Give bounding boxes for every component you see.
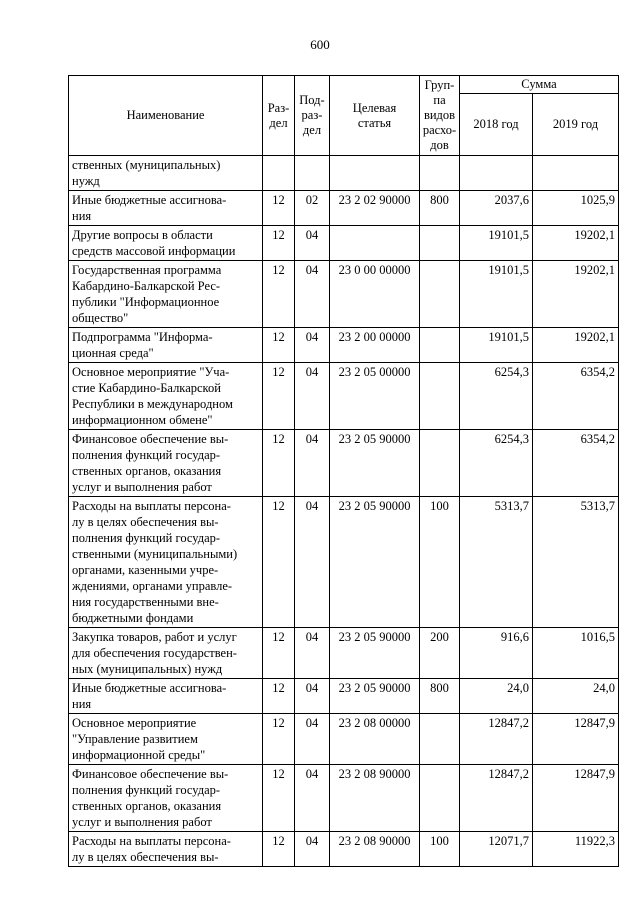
cell-sum-2019: 6354,2 bbox=[533, 363, 619, 430]
cell-name: Расходы на выплаты персона- лу в целях обеспечения вы- bbox=[69, 832, 263, 867]
cell-group: 800 bbox=[420, 191, 460, 226]
table-row bbox=[69, 328, 619, 363]
cell-podrazdel: 04 bbox=[295, 226, 330, 261]
cell-razdel: 12 bbox=[263, 628, 295, 679]
table-row bbox=[69, 679, 619, 714]
cell-podrazdel: 04 bbox=[295, 765, 330, 832]
header-podrazdel-text: Под- раз- дел bbox=[299, 93, 325, 137]
cell-target: 23 2 05 00000 bbox=[330, 363, 420, 430]
cell-podrazdel bbox=[295, 156, 330, 191]
cell-group bbox=[420, 156, 460, 191]
header-group bbox=[420, 76, 460, 156]
cell-podrazdel: 04 bbox=[295, 363, 330, 430]
cell-target: 23 2 08 00000 bbox=[330, 714, 420, 765]
cell-target: 23 2 00 00000 bbox=[330, 328, 420, 363]
cell-target: 23 2 05 90000 bbox=[330, 679, 420, 714]
cell-name: Основное мероприятие "Управление развитием информационной среды" bbox=[69, 714, 263, 765]
cell-razdel: 12 bbox=[263, 328, 295, 363]
header-podrazdel bbox=[295, 76, 330, 156]
cell-podrazdel: 04 bbox=[295, 261, 330, 328]
cell-sum-2018: 19101,5 bbox=[460, 226, 533, 261]
table-row bbox=[69, 261, 619, 328]
cell-sum-2019: 5313,7 bbox=[533, 497, 619, 628]
cell-sum-2019: 1025,9 bbox=[533, 191, 619, 226]
cell-target: 23 2 02 90000 bbox=[330, 191, 420, 226]
cell-target: 23 2 05 90000 bbox=[330, 497, 420, 628]
cell-group bbox=[420, 226, 460, 261]
table-row bbox=[69, 430, 619, 497]
table-row bbox=[69, 628, 619, 679]
cell-podrazdel: 04 bbox=[295, 497, 330, 628]
cell-group: 100 bbox=[420, 832, 460, 867]
cell-razdel: 12 bbox=[263, 497, 295, 628]
cell-group: 100 bbox=[420, 497, 460, 628]
cell-sum-2018: 6254,3 bbox=[460, 363, 533, 430]
table-row bbox=[69, 832, 619, 867]
table-row bbox=[69, 497, 619, 628]
cell-razdel: 12 bbox=[263, 363, 295, 430]
cell-podrazdel: 04 bbox=[295, 328, 330, 363]
cell-sum-2019: 11922,3 bbox=[533, 832, 619, 867]
cell-target: 23 2 08 90000 bbox=[330, 765, 420, 832]
cell-target bbox=[330, 156, 420, 191]
cell-target: 23 2 08 90000 bbox=[330, 832, 420, 867]
header-razdel-text: Раз- дел bbox=[267, 100, 290, 130]
cell-name: Основное мероприятие "Уча- стие Кабардино-Балкарской Республики в международном информационном обмене" bbox=[69, 363, 263, 430]
header-year-2019: 2019 год bbox=[533, 94, 619, 156]
cell-target: 23 2 05 90000 bbox=[330, 430, 420, 497]
header-razdel bbox=[263, 76, 295, 156]
cell-name: Закупка товаров, работ и услуг для обеспечения государствен- ных (муниципальных) нужд bbox=[69, 628, 263, 679]
cell-sum-2019: 12847,9 bbox=[533, 714, 619, 765]
cell-razdel: 12 bbox=[263, 191, 295, 226]
header-target-text: Целевая статья bbox=[352, 100, 397, 130]
cell-sum-2019 bbox=[533, 156, 619, 191]
cell-podrazdel: 04 bbox=[295, 832, 330, 867]
cell-sum-2019: 6354,2 bbox=[533, 430, 619, 497]
cell-sum-2018: 12847,2 bbox=[460, 765, 533, 832]
cell-name: Финансовое обеспечение вы- полнения функций государ- ственных органов, оказания услуг и выполнения работ bbox=[69, 765, 263, 832]
table-row bbox=[69, 226, 619, 261]
cell-podrazdel: 04 bbox=[295, 628, 330, 679]
budget-table bbox=[68, 75, 619, 867]
cell-name: Расходы на выплаты персона- лу в целях обеспечения вы- полнения функций государ- ственными (муниципальными) органами, казенными учре- ждениями, органами управле- ния государственными вне- бюджетными фондами bbox=[69, 497, 263, 628]
table-row bbox=[69, 156, 619, 191]
cell-sum-2018: 19101,5 bbox=[460, 261, 533, 328]
cell-target bbox=[330, 226, 420, 261]
cell-name: Подпрограмма "Информа- ционная среда" bbox=[69, 328, 263, 363]
cell-group bbox=[420, 714, 460, 765]
cell-razdel: 12 bbox=[263, 714, 295, 765]
table-row bbox=[69, 191, 619, 226]
cell-name: Иные бюджетные ассигнова- ния bbox=[69, 679, 263, 714]
cell-podrazdel: 04 bbox=[295, 714, 330, 765]
cell-razdel: 12 bbox=[263, 226, 295, 261]
cell-razdel bbox=[263, 156, 295, 191]
cell-group bbox=[420, 765, 460, 832]
cell-sum-2018: 5313,7 bbox=[460, 497, 533, 628]
cell-razdel: 12 bbox=[263, 765, 295, 832]
table-row bbox=[69, 765, 619, 832]
table-row bbox=[69, 363, 619, 430]
cell-podrazdel: 04 bbox=[295, 430, 330, 497]
cell-razdel: 12 bbox=[263, 430, 295, 497]
cell-sum-2019: 19202,1 bbox=[533, 328, 619, 363]
cell-sum-2018: 12847,2 bbox=[460, 714, 533, 765]
header-sum: Сумма bbox=[460, 76, 619, 94]
cell-sum-2018: 12071,7 bbox=[460, 832, 533, 867]
cell-sum-2018: 916,6 bbox=[460, 628, 533, 679]
header-target bbox=[330, 76, 420, 156]
cell-group: 200 bbox=[420, 628, 460, 679]
cell-podrazdel: 02 bbox=[295, 191, 330, 226]
header-name: Наименование bbox=[69, 76, 263, 156]
header-year-2018: 2018 год bbox=[460, 94, 533, 156]
cell-group bbox=[420, 261, 460, 328]
cell-sum-2018: 6254,3 bbox=[460, 430, 533, 497]
cell-razdel: 12 bbox=[263, 679, 295, 714]
cell-sum-2019: 12847,9 bbox=[533, 765, 619, 832]
table-header bbox=[69, 76, 619, 156]
cell-razdel: 12 bbox=[263, 261, 295, 328]
cell-name: Финансовое обеспечение вы- полнения функций государ- ственных органов, оказания услуг и выполнения работ bbox=[69, 430, 263, 497]
cell-group bbox=[420, 363, 460, 430]
cell-name: ственных (муниципальных) нужд bbox=[69, 156, 263, 191]
table-body bbox=[69, 156, 619, 867]
cell-podrazdel: 04 bbox=[295, 679, 330, 714]
cell-name: Иные бюджетные ассигнова- ния bbox=[69, 191, 263, 226]
cell-sum-2019: 19202,1 bbox=[533, 261, 619, 328]
cell-group bbox=[420, 430, 460, 497]
cell-sum-2019: 19202,1 bbox=[533, 226, 619, 261]
cell-group bbox=[420, 328, 460, 363]
cell-sum-2019: 24,0 bbox=[533, 679, 619, 714]
cell-group: 800 bbox=[420, 679, 460, 714]
cell-name: Другие вопросы в области средств массовой информации bbox=[69, 226, 263, 261]
cell-sum-2018 bbox=[460, 156, 533, 191]
cell-target: 23 2 05 90000 bbox=[330, 628, 420, 679]
cell-razdel: 12 bbox=[263, 832, 295, 867]
cell-sum-2018: 24,0 bbox=[460, 679, 533, 714]
header-group-text: Груп- па видов расхо- дов bbox=[422, 78, 457, 152]
page-number: 600 bbox=[310, 37, 330, 52]
cell-name: Государственная программа Кабардино-Балкарской Рес- публики "Информационное общество" bbox=[69, 261, 263, 328]
cell-target: 23 0 00 00000 bbox=[330, 261, 420, 328]
table-row bbox=[69, 714, 619, 765]
cell-sum-2019: 1016,5 bbox=[533, 628, 619, 679]
cell-sum-2018: 2037,6 bbox=[460, 191, 533, 226]
cell-sum-2018: 19101,5 bbox=[460, 328, 533, 363]
